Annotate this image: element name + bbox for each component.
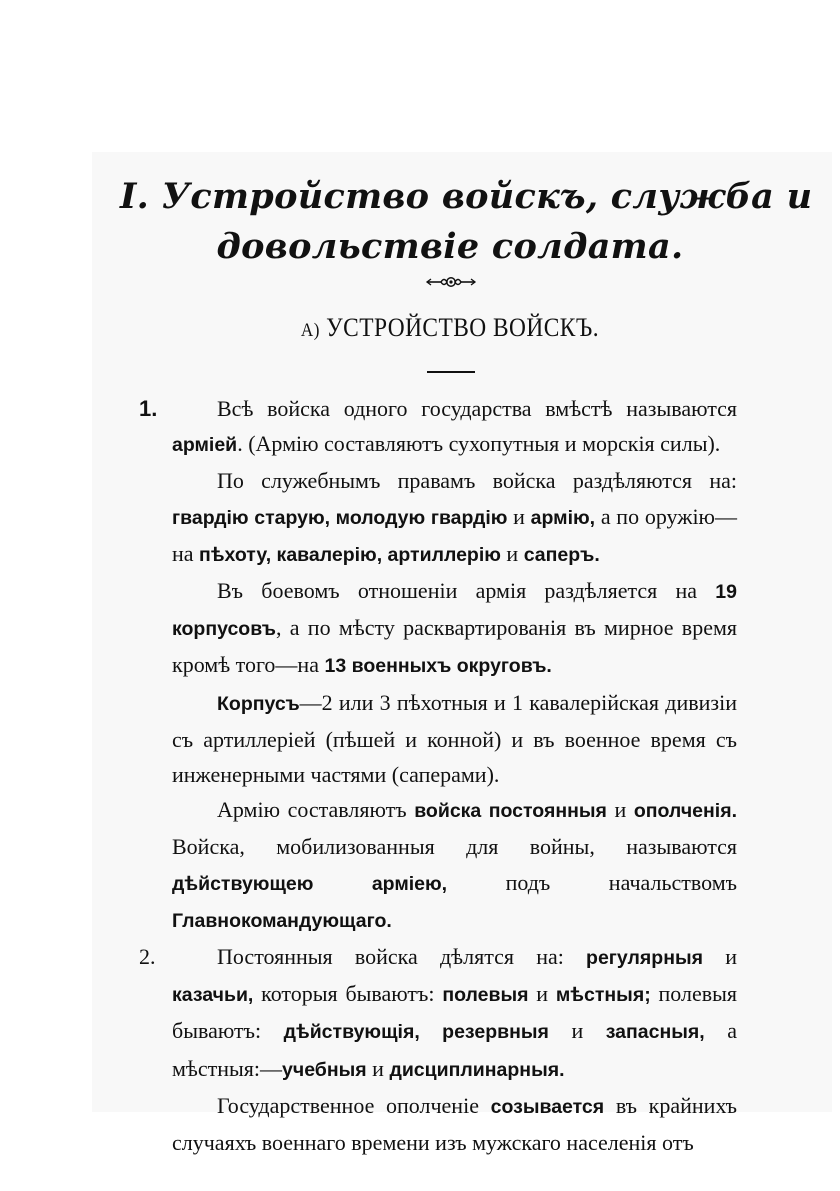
paragraph: Армію составляютъ войска постоянныя и ополченія. Войска, мобилизованныя для войны, называются дѣйствующею арміею, подъ начальствомъ Главнокомандующаго. xyxy=(172,797,737,932)
paragraph: По служебнымъ правамъ войска раздѣляются на: гвардію старую, молодую гвардію и армію, а по оружію—на пѣхоту, кавалерію, артиллерію и саперъ. xyxy=(172,468,737,566)
paragraph: Государственное ополченіе созывается въ крайнихъ случаяхъ военнаго времени изъ мужскаго населенія отъ xyxy=(172,1092,737,1156)
item-number: 2. xyxy=(139,944,156,970)
item-number: 1. xyxy=(139,396,158,421)
paragraph: Всѣ войска одного государства вмѣстѣ называются арміей. (Армію составляютъ сухопутныя и морскія силы). xyxy=(172,396,737,457)
ornament-icon xyxy=(425,272,477,292)
section-letter: А) xyxy=(300,320,320,341)
chapter-title-line-1: I. Устройство войскъ, служба и xyxy=(120,176,813,217)
section-heading-text: УСТРОЙСТВО ВОЙСКЪ. xyxy=(326,313,600,342)
item-1 xyxy=(139,391,737,463)
paragraph: Корпусъ—2 или 3 пѣхотныя и 1 кавалерійская дивизіи съ артиллеріей (пѣшей и конной) и въ военное время съ инженерными частями (саперами). xyxy=(172,689,737,788)
paragraph: Въ боевомъ отношеніи армія раздѣляется на 19 корпусовъ, а по мѣсту расквартированія въ мирное время кромѣ того—на 13 военныхъ округовъ. xyxy=(172,578,737,678)
item-2 xyxy=(139,939,738,1088)
body-text xyxy=(139,391,738,1160)
chapter-title xyxy=(120,172,813,272)
section-heading xyxy=(261,310,639,349)
divider-rule xyxy=(427,371,475,373)
chapter-title-line-2: довольствіе солдата. xyxy=(216,226,684,267)
paragraph: Постоянныя войска дѣлятся на: регулярныя и казачьи, которыя бываютъ: полевыя и мѣстныя; полевыя бываютъ: дѣйствующія, резервныя и запасныя, а мѣстныя:—учебныя и дисциплинарныя. xyxy=(172,944,738,1081)
